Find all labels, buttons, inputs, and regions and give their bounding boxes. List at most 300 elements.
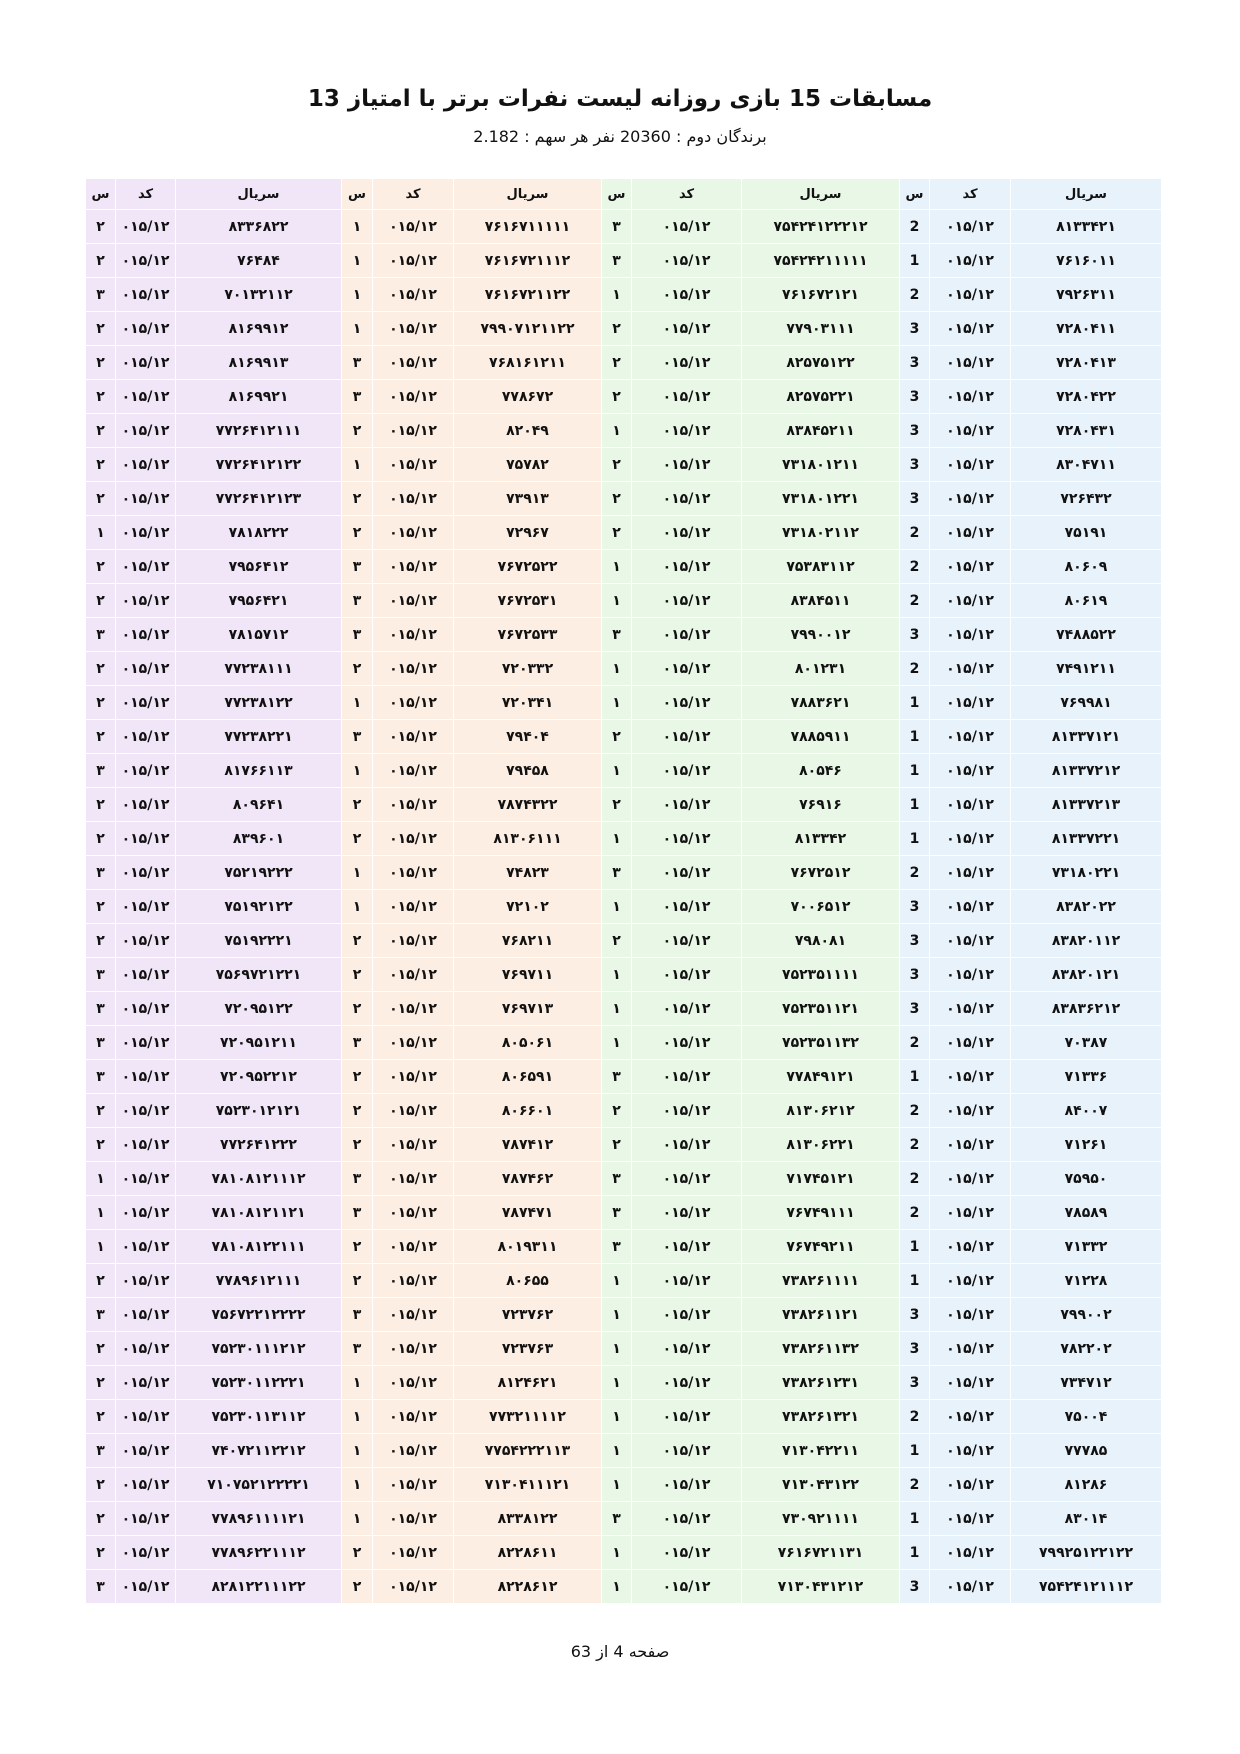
page-footer: صفحه 4 از 63 [570,1642,670,1661]
cell-code: ۰۱۵/۱۲ [632,652,742,686]
cell-code: ۰۱۵/۱۲ [930,312,1011,346]
cell-code: ۰۱۵/۱۲ [632,584,742,618]
cell-score: ۲ [86,788,116,822]
cell-score: 1 [900,244,930,278]
cell-code: ۰۱۵/۱۲ [930,720,1011,754]
table-row [86,1264,1162,1298]
cell-code: ۰۱۵/۱۲ [116,1230,176,1264]
table-row [86,1026,1162,1060]
cell-score: ۱ [342,1468,373,1502]
cell-serial: ۷۹۸۰۸۱ [742,924,900,958]
cell-score: 3 [900,1366,930,1400]
cell-score: ۳ [342,380,373,414]
cell-score: ۱ [86,516,116,550]
cell-code: ۰۱۵/۱۲ [930,856,1011,890]
cell-score: ۲ [602,1094,632,1128]
cell-score: ۳ [342,584,373,618]
cell-code: ۰۱۵/۱۲ [930,992,1011,1026]
cell-score: ۳ [602,210,632,244]
cell-code: ۰۱۵/۱۲ [632,1298,742,1332]
cell-score: ۱ [86,1230,116,1264]
cell-serial: ۷۸۷۴۳۲۲ [454,788,602,822]
cell-score: ۲ [342,822,373,856]
cell-code: ۰۱۵/۱۲ [373,1196,454,1230]
cell-serial: ۷۲۹۶۷ [454,516,602,550]
cell-code: ۰۱۵/۱۲ [930,958,1011,992]
header-serial: سریال [454,179,602,210]
cell-code: ۰۱۵/۱۲ [116,278,176,312]
cell-code: ۰۱۵/۱۲ [930,1434,1011,1468]
table-row [86,720,1162,754]
cell-code: ۰۱۵/۱۲ [632,720,742,754]
cell-code: ۰۱۵/۱۲ [116,1502,176,1536]
cell-serial: ۷۶۷۴۹۲۱۱ [742,1230,900,1264]
cell-code: ۰۱۵/۱۲ [373,788,454,822]
cell-serial: ۸۲۵۷۵۲۲۱ [742,380,900,414]
cell-code: ۰۱۵/۱۲ [116,1026,176,1060]
cell-serial: ۷۶۸۲۱۱ [454,924,602,958]
cell-code: ۰۱۵/۱۲ [632,958,742,992]
cell-score: ۲ [342,1128,373,1162]
cell-score: ۲ [86,414,116,448]
cell-code: ۰۱۵/۱۲ [930,448,1011,482]
cell-score: ۲ [602,380,632,414]
cell-serial: ۸۲۵۷۵۱۲۲ [742,346,900,380]
cell-score: ۱ [602,1366,632,1400]
cell-code: ۰۱۵/۱۲ [116,890,176,924]
cell-score: 1 [900,1536,930,1570]
cell-serial: ۷۵۲۳۵۱۱۱۱ [742,958,900,992]
cell-serial: ۷۲۸۰۴۱۱ [1011,312,1162,346]
cell-code: ۰۱۵/۱۲ [116,1196,176,1230]
cell-score: ۱ [602,1434,632,1468]
cell-serial: ۷۶۷۲۵۲۲ [454,550,602,584]
cell-serial: ۷۷۳۲۱۱۱۱۲ [454,1400,602,1434]
table-row [86,1468,1162,1502]
cell-score: ۲ [602,720,632,754]
cell-serial: ۷۵۴۲۴۲۱۱۱۱۱ [742,244,900,278]
table-body [86,210,1162,1604]
cell-serial: ۷۸۱۰۸۱۲۱۱۲۱ [176,1196,342,1230]
cell-serial: ۷۹۵۶۴۱۲ [176,550,342,584]
cell-code: ۰۱۵/۱۲ [116,788,176,822]
cell-code: ۰۱۵/۱۲ [632,1468,742,1502]
table-row [86,516,1162,550]
cell-code: ۰۱۵/۱۲ [373,686,454,720]
cell-serial: ۷۳۸۲۶۱۳۲۱ [742,1400,900,1434]
cell-code: ۰۱۵/۱۲ [930,788,1011,822]
cell-serial: ۷۲۶۴۳۲ [1011,482,1162,516]
cell-code: ۰۱۵/۱۲ [373,278,454,312]
cell-score: ۲ [342,1060,373,1094]
cell-code: ۰۱۵/۱۲ [930,278,1011,312]
cell-score: ۲ [86,448,116,482]
cell-serial: ۸۰۵۰۶۱ [454,1026,602,1060]
cell-score: 2 [900,1162,930,1196]
cell-serial: ۷۹۹۰۰۱۲ [742,618,900,652]
cell-serial: ۸۰۱۹۳۱۱ [454,1230,602,1264]
cell-code: ۰۱۵/۱۲ [373,312,454,346]
cell-code: ۰۱۵/۱۲ [632,482,742,516]
cell-code: ۰۱۵/۱۲ [632,550,742,584]
table-row [86,1230,1162,1264]
cell-score: ۲ [86,1502,116,1536]
cell-score: ۲ [602,788,632,822]
cell-code: ۰۱۵/۱۲ [373,652,454,686]
cell-code: ۰۱۵/۱۲ [930,1468,1011,1502]
cell-score: ۳ [602,856,632,890]
cell-code: ۰۱۵/۱۲ [116,414,176,448]
cell-serial: ۷۲۳۷۶۳ [454,1332,602,1366]
cell-code: ۰۱۵/۱۲ [930,1570,1011,1604]
cell-code: ۰۱۵/۱۲ [373,1536,454,1570]
cell-code: ۰۱۵/۱۲ [632,1162,742,1196]
cell-serial: ۷۹۲۶۳۱۱ [1011,278,1162,312]
cell-score: 3 [900,448,930,482]
cell-code: ۰۱۵/۱۲ [632,1502,742,1536]
cell-serial: ۷۱۲۶۱ [1011,1128,1162,1162]
cell-score: 2 [900,1026,930,1060]
table-row [86,1060,1162,1094]
cell-score: ۳ [602,1162,632,1196]
cell-code: ۰۱۵/۱۲ [373,1060,454,1094]
cell-serial: ۸۱۲۴۶۲۱ [454,1366,602,1400]
cell-score: ۱ [602,1400,632,1434]
table-row [86,686,1162,720]
cell-score: 2 [900,856,930,890]
cell-serial: ۸۱۷۶۶۱۱۳ [176,754,342,788]
cell-serial: ۷۱۳۰۴۱۱۱۲۱ [454,1468,602,1502]
cell-code: ۰۱۵/۱۲ [632,1332,742,1366]
cell-code: ۰۱۵/۱۲ [632,754,742,788]
cell-score: 1 [900,1230,930,1264]
cell-score: ۲ [342,924,373,958]
cell-serial: ۷۴۰۷۲۱۱۲۲۱۲ [176,1434,342,1468]
cell-score: ۱ [602,1570,632,1604]
cell-serial: ۷۳۱۸۰۲۱۱۲ [742,516,900,550]
cell-code: ۰۱۵/۱۲ [930,516,1011,550]
header-code: کد [632,179,742,210]
cell-code: ۰۱۵/۱۲ [930,754,1011,788]
cell-serial: ۷۹۴۰۴ [454,720,602,754]
cell-serial: ۸۲۰۴۹ [454,414,602,448]
cell-serial: ۷۵۷۸۲ [454,448,602,482]
cell-code: ۰۱۵/۱۲ [373,1094,454,1128]
cell-code: ۰۱۵/۱۲ [373,414,454,448]
cell-score: ۲ [342,1536,373,1570]
cell-serial: ۸۱۳۳۷۲۱۳ [1011,788,1162,822]
cell-score: 2 [900,210,930,244]
cell-score: 3 [900,992,930,1026]
cell-score: ۲ [86,482,116,516]
cell-serial: ۷۶۱۶۰۱۱ [1011,244,1162,278]
cell-serial: ۷۱۳۳۶ [1011,1060,1162,1094]
cell-score: ۱ [602,992,632,1026]
cell-score: ۲ [342,516,373,550]
cell-code: ۰۱۵/۱۲ [373,550,454,584]
cell-code: ۰۱۵/۱۲ [116,516,176,550]
cell-code: ۰۱۵/۱۲ [632,788,742,822]
cell-score: ۲ [602,516,632,550]
cell-serial: ۷۶۸۱۶۱۲۱۱ [454,346,602,380]
cell-serial: ۷۹۹۰۷۱۲۱۱۲۲ [454,312,602,346]
cell-serial: ۷۵۲۳۰۱۱۱۲۱۲ [176,1332,342,1366]
cell-code: ۰۱۵/۱۲ [373,380,454,414]
cell-code: ۰۱۵/۱۲ [632,380,742,414]
cell-score: ۲ [86,822,116,856]
cell-score: 3 [900,1298,930,1332]
table-row [86,1094,1162,1128]
cell-score: ۳ [602,1196,632,1230]
cell-serial: ۷۲۰۳۳۲ [454,652,602,686]
header-score: س [900,179,930,210]
cell-score: ۱ [342,312,373,346]
cell-score: 1 [900,788,930,822]
header-serial: سریال [1011,179,1162,210]
cell-score: 2 [900,1196,930,1230]
cell-serial: ۸۰۱۲۳۱ [742,652,900,686]
cell-score: ۳ [602,1230,632,1264]
cell-serial: ۸۳۹۶۰۱ [176,822,342,856]
table-row [86,380,1162,414]
cell-serial: ۸۳۸۲۰۱۲۱ [1011,958,1162,992]
cell-serial: ۷۳۱۸۰۱۲۱۱ [742,448,900,482]
cell-code: ۰۱۵/۱۲ [930,550,1011,584]
cell-score: ۳ [342,1332,373,1366]
cell-serial: ۷۶۱۶۷۲۱۱۲۲ [454,278,602,312]
cell-score: ۱ [602,1264,632,1298]
cell-serial: ۷۶۹۷۱۳ [454,992,602,1026]
page-title: مسابقات 15 بازی روزانه لیست نفرات برتر با امتیاز 13 [307,86,933,112]
cell-serial: ۷۵۲۳۵۱۱۲۱ [742,992,900,1026]
cell-serial: ۷۵۶۷۲۲۱۲۲۲۲ [176,1298,342,1332]
cell-code: ۰۱۵/۱۲ [373,1162,454,1196]
table-row [86,210,1162,244]
cell-code: ۰۱۵/۱۲ [632,686,742,720]
cell-serial: ۸۲۲۸۶۱۱ [454,1536,602,1570]
cell-score: ۱ [602,1536,632,1570]
cell-serial: ۷۵۲۳۰۱۱۳۱۱۲ [176,1400,342,1434]
cell-serial: ۷۷۲۳۸۱۱۱ [176,652,342,686]
cell-serial: ۷۵۹۵۰ [1011,1162,1162,1196]
cell-serial: ۷۸۸۳۶۲۱ [742,686,900,720]
cell-code: ۰۱۵/۱۲ [930,686,1011,720]
cell-code: ۰۱۵/۱۲ [116,244,176,278]
cell-serial: ۷۳۸۲۶۱۱۱۱ [742,1264,900,1298]
cell-code: ۰۱۵/۱۲ [373,1366,454,1400]
cell-code: ۰۱۵/۱۲ [632,210,742,244]
cell-score: ۳ [342,720,373,754]
cell-code: ۰۱۵/۱۲ [373,1468,454,1502]
cell-score: ۱ [342,856,373,890]
cell-score: ۳ [602,1060,632,1094]
cell-code: ۰۱۵/۱۲ [632,1536,742,1570]
cell-score: 3 [900,890,930,924]
cell-code: ۰۱۵/۱۲ [632,414,742,448]
cell-code: ۰۱۵/۱۲ [373,720,454,754]
cell-score: ۲ [342,992,373,1026]
cell-score: ۱ [342,210,373,244]
cell-code: ۰۱۵/۱۲ [632,1060,742,1094]
cell-score: 1 [900,754,930,788]
cell-serial: ۷۵۴۲۴۱۲۲۲۱۲ [742,210,900,244]
cell-serial: ۷۶۹۷۱۱ [454,958,602,992]
cell-code: ۰۱۵/۱۲ [116,1536,176,1570]
header-code: کد [373,179,454,210]
cell-code: ۰۱۵/۱۲ [373,1128,454,1162]
cell-score: 3 [900,1332,930,1366]
table-row [86,1196,1162,1230]
cell-serial: ۷۷۲۳۸۲۲۱ [176,720,342,754]
cell-score: ۳ [342,550,373,584]
cell-serial: ۸۰۶۶۰۱ [454,1094,602,1128]
cell-serial: ۷۸۷۴۶۲ [454,1162,602,1196]
cell-score: ۲ [342,482,373,516]
cell-code: ۰۱۵/۱۲ [373,346,454,380]
table-row [86,1332,1162,1366]
cell-serial: ۷۵۳۸۳۱۱۲ [742,550,900,584]
cell-serial: ۷۶۱۶۷۲۱۱۳۱ [742,1536,900,1570]
cell-serial: ۷۳۱۸۰۲۲۱ [1011,856,1162,890]
cell-serial: ۷۷۲۶۴۱۲۱۲۲ [176,448,342,482]
cell-code: ۰۱۵/۱۲ [930,1230,1011,1264]
results-table [85,178,1162,1604]
cell-serial: ۷۳۰۹۲۱۱۱۱ [742,1502,900,1536]
header-score: س [86,179,116,210]
cell-score: ۲ [602,924,632,958]
cell-code: ۰۱۵/۱۲ [373,1502,454,1536]
cell-score: ۲ [602,448,632,482]
cell-code: ۰۱۵/۱۲ [116,210,176,244]
cell-serial: ۸۱۲۸۶ [1011,1468,1162,1502]
cell-score: ۳ [86,856,116,890]
cell-code: ۰۱۵/۱۲ [373,1298,454,1332]
cell-serial: ۷۷۸۹۶۲۲۱۱۱۲ [176,1536,342,1570]
cell-score: 1 [900,1264,930,1298]
cell-serial: ۸۴۰۰۷ [1011,1094,1162,1128]
header-score: س [342,179,373,210]
table-row [86,312,1162,346]
cell-code: ۰۱۵/۱۲ [930,618,1011,652]
table-row [86,1434,1162,1468]
cell-serial: ۷۱۰۷۵۲۱۲۲۲۲۱ [176,1468,342,1502]
cell-code: ۰۱۵/۱۲ [116,754,176,788]
table-row [86,1536,1162,1570]
cell-score: 2 [900,550,930,584]
cell-score: ۲ [342,788,373,822]
cell-score: ۲ [342,958,373,992]
cell-score: 1 [900,1434,930,1468]
cell-serial: ۷۷۲۶۴۱۲۱۱۱ [176,414,342,448]
cell-score: ۲ [86,924,116,958]
cell-serial: ۷۷۸۴۹۱۲۱ [742,1060,900,1094]
cell-score: ۲ [86,1536,116,1570]
cell-score: ۱ [342,754,373,788]
cell-code: ۰۱۵/۱۲ [116,1162,176,1196]
cell-score: ۲ [86,312,116,346]
table-row [86,992,1162,1026]
cell-serial: ۷۳۴۷۱۲ [1011,1366,1162,1400]
cell-score: 3 [900,924,930,958]
cell-serial: ۸۱۳۰۶۱۱۱ [454,822,602,856]
cell-score: ۳ [342,618,373,652]
cell-score: ۱ [342,448,373,482]
cell-code: ۰۱۵/۱۲ [373,448,454,482]
cell-code: ۰۱۵/۱۲ [116,1128,176,1162]
cell-score: ۳ [342,346,373,380]
cell-code: ۰۱۵/۱۲ [116,584,176,618]
cell-serial: ۸۰۵۴۶ [742,754,900,788]
cell-serial: ۷۲۸۰۴۲۲ [1011,380,1162,414]
cell-serial: ۷۰۳۸۷ [1011,1026,1162,1060]
cell-score: ۱ [342,244,373,278]
cell-score: ۲ [86,584,116,618]
cell-code: ۰۱۵/۱۲ [116,1060,176,1094]
cell-serial: ۸۳۸۲۰۱۱۲ [1011,924,1162,958]
cell-serial: ۷۱۳۳۲ [1011,1230,1162,1264]
header-serial: سریال [176,179,342,210]
cell-score: ۱ [342,1400,373,1434]
cell-code: ۰۱۵/۱۲ [632,346,742,380]
cell-serial: ۷۵۴۲۴۱۲۱۱۱۲ [1011,1570,1162,1604]
cell-serial: ۷۳۸۲۶۱۱۳۲ [742,1332,900,1366]
table-row [86,448,1162,482]
cell-serial: ۷۳۹۱۳ [454,482,602,516]
table-row [86,652,1162,686]
cell-score: 1 [900,686,930,720]
cell-score: ۲ [86,1332,116,1366]
cell-serial: ۷۴۹۱۲۱۱ [1011,652,1162,686]
cell-score: ۲ [86,1366,116,1400]
cell-score: 1 [900,1502,930,1536]
table-row [86,1502,1162,1536]
cell-code: ۰۱۵/۱۲ [930,210,1011,244]
cell-score: ۱ [602,1468,632,1502]
cell-score: ۱ [602,278,632,312]
cell-score: 3 [900,312,930,346]
cell-serial: ۸۳۳۶۸۲۲ [176,210,342,244]
cell-code: ۰۱۵/۱۲ [930,1536,1011,1570]
cell-serial: ۸۱۳۳۷۱۲۱ [1011,720,1162,754]
cell-score: ۲ [86,1264,116,1298]
cell-score: ۲ [86,550,116,584]
cell-code: ۰۱۵/۱۲ [373,584,454,618]
cell-serial: ۷۵۲۳۰۱۱۲۲۲۱ [176,1366,342,1400]
cell-serial: ۷۸۱۵۷۱۲ [176,618,342,652]
cell-serial: ۷۴۸۲۳ [454,856,602,890]
cell-serial: ۷۷۷۸۵ [1011,1434,1162,1468]
cell-code: ۰۱۵/۱۲ [930,244,1011,278]
cell-serial: ۷۶۷۴۹۱۱۱ [742,1196,900,1230]
cell-serial: ۷۸۲۲۰۲ [1011,1332,1162,1366]
cell-code: ۰۱۵/۱۲ [930,1162,1011,1196]
header-code: کد [930,179,1011,210]
cell-serial: ۷۲۰۹۵۱۲۲ [176,992,342,1026]
cell-code: ۰۱۵/۱۲ [373,754,454,788]
cell-score: ۳ [602,618,632,652]
cell-code: ۰۱۵/۱۲ [930,1502,1011,1536]
cell-code: ۰۱۵/۱۲ [632,1264,742,1298]
cell-serial: ۷۵۱۹۲۱۲۲ [176,890,342,924]
cell-code: ۰۱۵/۱۲ [116,1468,176,1502]
cell-serial: ۷۶۹۱۶ [742,788,900,822]
cell-serial: ۷۵۲۳۵۱۱۳۲ [742,1026,900,1060]
cell-code: ۰۱۵/۱۲ [632,1434,742,1468]
cell-serial: ۸۳۰۴۷۱۱ [1011,448,1162,482]
cell-score: 2 [900,584,930,618]
cell-serial: ۸۲۸۱۲۲۱۱۱۲۲ [176,1570,342,1604]
cell-score: ۳ [86,278,116,312]
